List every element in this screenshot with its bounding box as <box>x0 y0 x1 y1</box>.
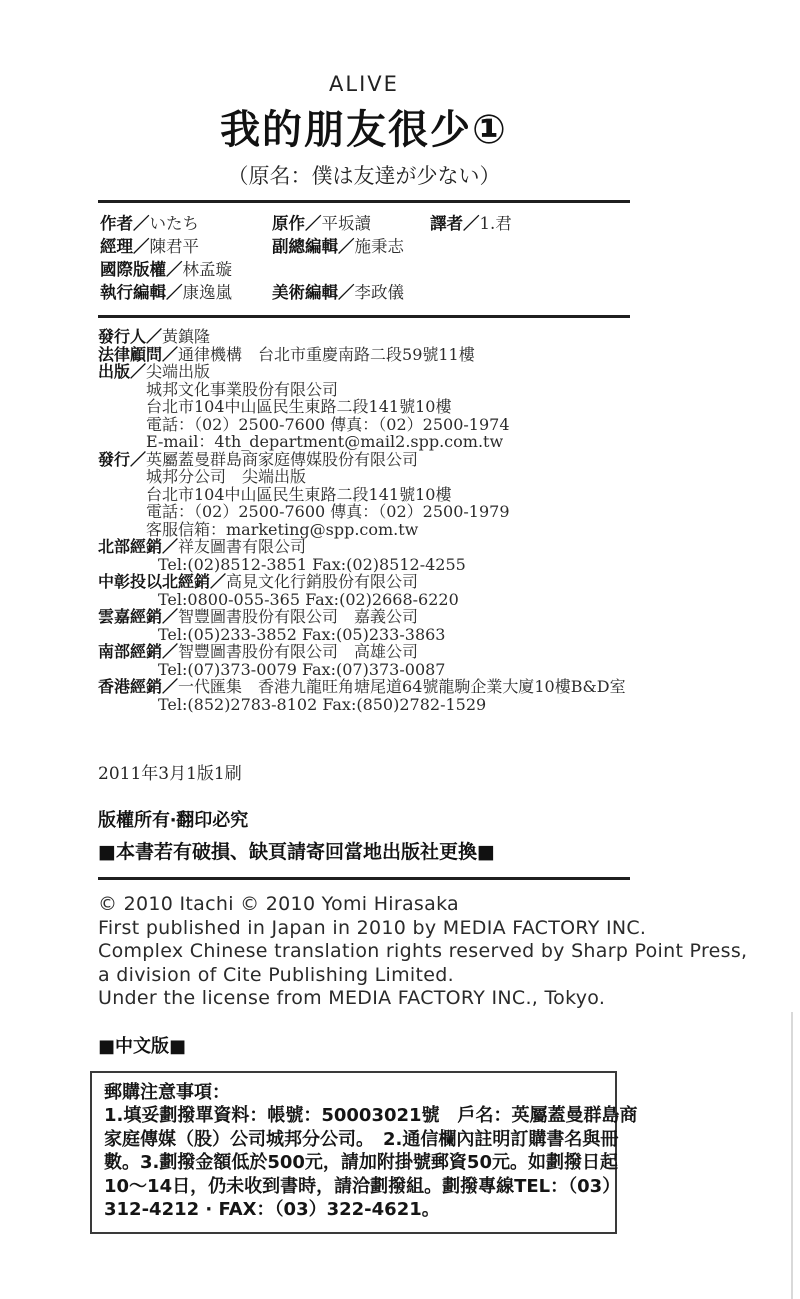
publishing-text: E-mail：4th_department@mail2.spp.com.tw <box>146 432 504 451</box>
publishing-line-publisher <box>98 363 658 381</box>
mail-order-line: 10～14日，仍未收到書時，請洽劃撥組。劃撥專線TEL：（03） <box>104 1175 621 1197</box>
publishing-text: 城邦文化事業股份有限公司 <box>146 379 339 399</box>
credit-manager <box>100 235 272 258</box>
divider-license <box>98 877 630 880</box>
book-title: 我的朋友很少① <box>220 107 508 153</box>
credits-row <box>100 258 658 281</box>
publishing-text: 電話：（02）2500-7600 傳真：（02）2500-1979 <box>146 502 510 521</box>
license-line: a division of Cite Publishing Limited. <box>98 963 454 986</box>
original-title: （原名：僕は友達が少ない） <box>227 164 501 188</box>
publishing-label: 南部經銷／ <box>98 642 179 661</box>
publishing-line-phone <box>98 591 658 609</box>
series-label: ALIVE <box>329 72 399 96</box>
damage-notice: ■本書若有破損、缺頁請寄回當地出版社更換■ <box>98 841 495 863</box>
title-block <box>98 72 630 190</box>
publishing-label: 雲嘉經銷／ <box>98 607 179 626</box>
publishing-line-email <box>98 433 658 451</box>
publishing-line-hongkong-distributor <box>98 678 658 696</box>
publishing-text: 台北市104中山區民生東路二段141號10樓 <box>146 484 452 504</box>
mail-order-heading: 郵購注意事項： <box>104 1081 230 1103</box>
credit-value: 林孟璇 <box>182 260 232 279</box>
publishing-text: Tel:(852)2783-8102 Fax:(850)2782-1529 <box>158 694 487 714</box>
credit-label: 執行編輯／ <box>100 283 183 302</box>
publishing-line-phone <box>98 556 658 574</box>
divider-credits <box>98 315 630 318</box>
credit-author <box>100 212 272 235</box>
publishing-line-phone <box>98 626 658 644</box>
publishing-label: 出版／ <box>98 362 147 381</box>
publishing-section <box>98 328 658 713</box>
publishing-line-north-distributor <box>98 538 658 556</box>
mail-order-line: 312-4212 · FAX：（03）322-4621。 <box>104 1199 440 1220</box>
credit-value: 陳君平 <box>149 237 199 256</box>
publishing-line-south-distributor <box>98 643 658 661</box>
publishing-text: 英屬蓋曼群島商家庭傳媒股份有限公司 <box>146 449 419 469</box>
publishing-line <box>98 468 658 486</box>
credits-row <box>100 281 658 304</box>
credit-executive-editor <box>100 281 272 304</box>
credit-label: 經理／ <box>100 237 150 256</box>
publishing-text: 一代匯集 香港九龍旺角塘尾道64號龍駒企業大廈10樓B&D室 <box>178 677 626 696</box>
publishing-line-distributor <box>98 451 658 469</box>
credit-value: 李政儀 <box>354 283 404 302</box>
publishing-line <box>98 503 658 521</box>
publishing-text: 黃鎮隆 <box>162 327 211 346</box>
publishing-text: 通律機構 台北市重慶南路二段59號11樓 <box>178 344 475 364</box>
publishing-text: 智豐圖書股份有限公司 高雄公司 <box>178 642 419 661</box>
publishing-label: 北部經銷／ <box>98 537 179 556</box>
publishing-label: 發行人／ <box>98 327 163 346</box>
publishing-line-yunjia-distributor <box>98 608 658 626</box>
credit-international-rights <box>100 258 272 281</box>
printing-date: 2011年3月1版1刷 <box>98 764 242 784</box>
publishing-label: 中彰投以北經銷／ <box>98 572 227 591</box>
publishing-text: 城邦分公司 尖端出版 <box>146 467 307 486</box>
publishing-line <box>98 416 658 434</box>
credit-value: 康逸嵐 <box>182 283 232 302</box>
credit-label: 副總編輯／ <box>272 237 355 256</box>
publishing-text: 電話：（02）2500-7600 傳真：（02）2500-1974 <box>146 414 510 434</box>
license-line: Under the license from MEDIA FACTORY INC., Tokyo. <box>98 987 606 1009</box>
publishing-line <box>98 486 658 504</box>
publishing-label: 發行／ <box>98 449 147 469</box>
license-section <box>98 893 748 1011</box>
credit-original-author <box>272 212 430 235</box>
credits-row <box>100 212 658 235</box>
credit-label: 美術編輯／ <box>272 283 355 302</box>
scan-edge-line <box>791 1012 793 1299</box>
credit-label: 國際版權／ <box>100 260 183 279</box>
mail-order-box <box>90 1071 638 1234</box>
publishing-text: 尖端出版 <box>146 362 211 381</box>
mail-order-line: 家庭傳媒（股）公司城邦分公司。 2.通信欄內註明訂購書名與冊 <box>104 1128 619 1150</box>
credits-row <box>100 235 658 258</box>
publishing-text: 台北市104中山區民生東路二段141號10樓 <box>146 397 452 416</box>
publishing-line-phone <box>98 661 658 679</box>
credit-deputy-editor <box>272 235 430 258</box>
publishing-line-service-email <box>98 521 658 539</box>
mail-order-line: 數。3.劃撥金額低於500元，請加附掛號郵資50元。如劃撥日起 <box>104 1152 618 1173</box>
credit-art-editor <box>272 281 430 304</box>
publishing-text: 高見文化行銷股份有限公司 <box>226 572 419 591</box>
license-line: © 2010 Itachi © 2010 Yomi Hirasaka <box>98 893 459 915</box>
publishing-label: 香港經銷／ <box>98 677 179 696</box>
publishing-text: 祥友圖書有限公司 <box>178 537 307 556</box>
mail-order-line: 1.填妥劃撥單資料：帳號：50003021號 戶名：英屬蓋曼群島商 <box>104 1105 638 1126</box>
license-line: Complex Chinese translation rights reserved by Sharp Point Press, <box>98 940 748 962</box>
publishing-line-publisher-person <box>98 328 658 346</box>
credit-label: 作者／ <box>100 214 150 233</box>
license-line: First published in Japan in 2010 by MEDIA FACTORY INC. <box>98 916 647 939</box>
publishing-text: Tel:(07)373-0079 Fax:(07)373-0087 <box>158 659 446 679</box>
credit-value: 1.君 <box>479 214 512 233</box>
publishing-text: Tel:(02)8512-3851 Fax:(02)8512-4255 <box>158 554 466 574</box>
publishing-text: 客服信箱：marketing@spp.com.tw <box>146 519 419 539</box>
credit-label: 原作／ <box>272 214 322 233</box>
credit-value: 施秉志 <box>354 237 404 256</box>
chinese-edition-label: ■中文版■ <box>98 1035 187 1057</box>
credit-value: 平坂讀 <box>321 214 371 233</box>
publishing-line-legal <box>98 346 658 364</box>
rights-notice: 版權所有‧翻印必究 <box>98 810 249 831</box>
credit-label: 譯者／ <box>430 214 480 233</box>
publishing-text: Tel:(05)233-3852 Fax:(05)233-3863 <box>158 624 446 644</box>
publishing-label: 法律顧問／ <box>98 344 179 364</box>
credits-section <box>98 203 658 312</box>
publishing-line <box>98 398 658 416</box>
credit-translator <box>430 212 512 235</box>
publishing-text: Tel:0800-055-365 Fax:(02)2668-6220 <box>158 589 459 609</box>
publishing-line-phone <box>98 696 658 714</box>
publishing-line <box>98 381 658 399</box>
publishing-text: 智豐圖書股份有限公司 嘉義公司 <box>178 607 419 626</box>
colophon-page <box>0 72 748 1234</box>
publishing-line-central-distributor <box>98 573 658 591</box>
credit-value: いたち <box>149 214 199 233</box>
